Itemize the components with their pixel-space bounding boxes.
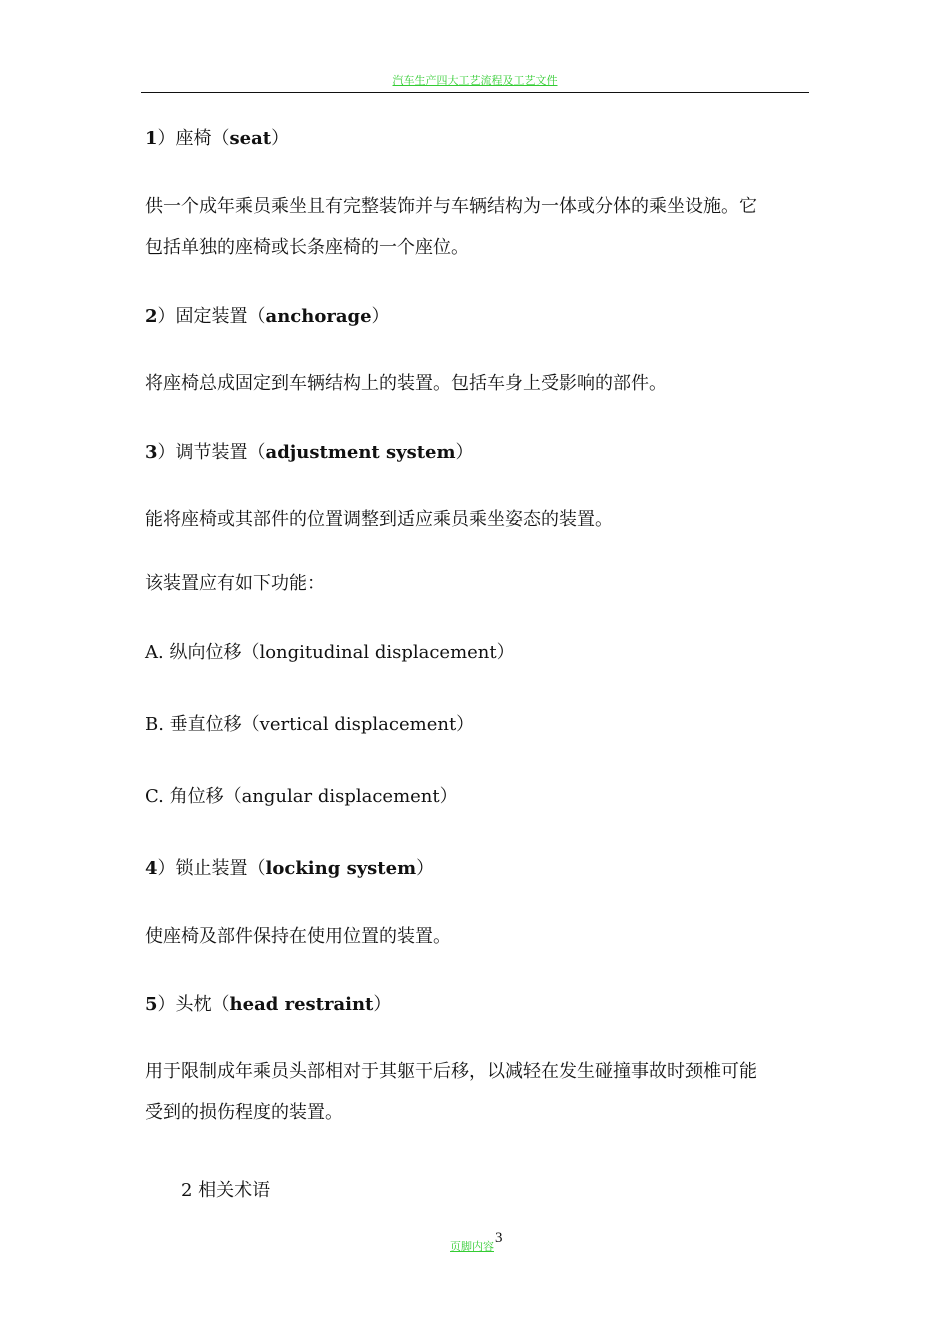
related-terms-heading: 2 相关术语 xyxy=(181,1180,271,1201)
section-1-body-line-2: 包括单独的座椅或长条座椅的一个座位。 xyxy=(145,237,469,258)
section-3-item-c: C. 角位移（angular displacement） xyxy=(145,786,458,807)
section-4-heading: 4）锁止装置（locking system） xyxy=(145,858,435,879)
section-2-heading: 2）固定装置（anchorage） xyxy=(145,306,390,327)
section-3-item-b: B. 垂直位移（vertical displacement） xyxy=(145,714,475,735)
section-3-heading: 3）调节装置（adjustment system） xyxy=(145,442,474,463)
section-3-item-a: A. 纵向位移（longitudinal displacement） xyxy=(145,642,515,663)
section-1-body-line-1: 供一个成年乘员乘坐且有完整装饰并与车辆结构为一体或分体的乘坐设施。它 xyxy=(145,196,757,217)
header-divider xyxy=(141,92,809,93)
page-footer: 页脚内容 xyxy=(450,1240,494,1253)
section-5-body-line-1: 用于限制成年乘员头部相对于其躯干后移，以减轻在发生碰撞事故时颈椎可能 xyxy=(145,1061,757,1082)
section-2-body: 将座椅总成固定到车辆结构上的装置。包括车身上受影响的部件。 xyxy=(145,373,667,394)
section-3-functions-intro: 该装置应有如下功能： xyxy=(145,573,325,594)
page-number: 3 xyxy=(495,1230,503,1246)
section-4-body: 使座椅及部件保持在使用位置的装置。 xyxy=(145,926,451,947)
section-3-body: 能将座椅或其部件的位置调整到适应乘员乘坐姿态的装置。 xyxy=(145,509,613,530)
section-5-heading: 5）头枕（head restraint） xyxy=(145,994,392,1015)
page-header: 汽车生产四大工艺流程及工艺文件 xyxy=(392,74,558,87)
section-1-heading: 1）座椅（seat） xyxy=(145,128,290,149)
section-5-body-line-2: 受到的损伤程度的装置。 xyxy=(145,1102,343,1123)
